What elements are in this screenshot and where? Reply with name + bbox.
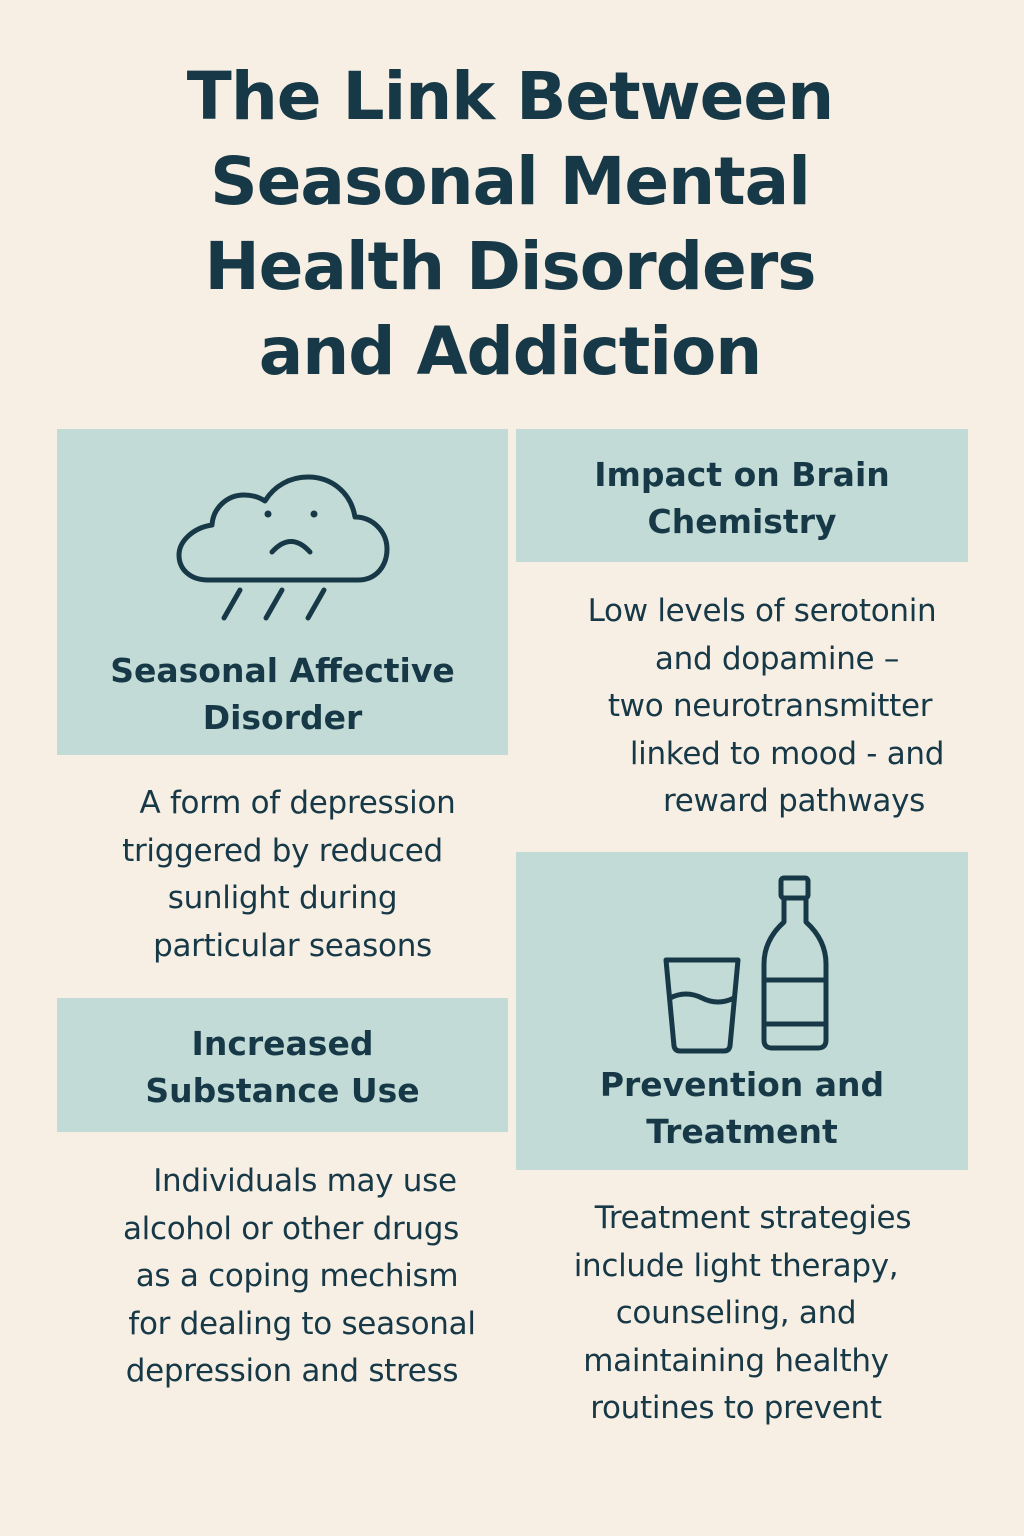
- title-line-2: Seasonal Mental: [210, 143, 810, 220]
- sad-description-line-4: particular seasons: [153, 927, 432, 964]
- prevention-description-line-3: counseling, and: [615, 1295, 857, 1331]
- prevention-heading: [516, 1061, 968, 1155]
- brain-description-line-5: reward pathways: [662, 783, 926, 819]
- prevention-description-line-4: maintaining healthy: [583, 1342, 889, 1379]
- sad-panel: [57, 429, 508, 755]
- glass-icon: [660, 952, 746, 1056]
- prevention-description-line-2: include light therapy,: [573, 1247, 899, 1284]
- prevention-panel: [516, 852, 968, 1170]
- brain-heading-line-2: Chemistry: [647, 502, 837, 541]
- substance-description-line-4: for dealing to seasonal: [128, 1305, 476, 1342]
- sad-description: [40, 780, 525, 970]
- sad-heading-line-2: Disorder: [202, 698, 363, 737]
- prevention-description-line-1: Treatment strategies: [594, 1200, 912, 1236]
- substance-description-line-2: alcohol or other drugs: [122, 1210, 459, 1247]
- prevention-heading-line-2: Treatment: [646, 1112, 838, 1151]
- substance-heading-line-1: Increased: [191, 1024, 374, 1063]
- title-line-3: Health Disorders: [204, 228, 816, 305]
- brain-panel: [516, 429, 968, 562]
- sad-description-line-3: sunlight during: [167, 880, 398, 916]
- brain-description: [530, 588, 994, 826]
- sad-heading: [57, 647, 508, 741]
- brain-heading-line-1: Impact on Brain: [594, 455, 890, 494]
- title-line-4: and Addiction: [258, 313, 762, 390]
- page-title: [90, 54, 930, 394]
- substance-description: [60, 1158, 520, 1396]
- substance-panel: [57, 998, 508, 1132]
- brain-description-line-3: two neurotransmitter: [607, 688, 933, 724]
- sad-rain-cloud-icon: [175, 453, 391, 625]
- prevention-heading-line-1: Prevention and: [599, 1065, 885, 1104]
- sad-heading-line-1: Seasonal Affective: [110, 651, 455, 690]
- sad-description-line-1: A form of depression: [139, 785, 456, 821]
- prevention-description-line-5: routines to prevent: [590, 1390, 882, 1426]
- sad-description-line-2: triggered by reduced: [122, 832, 443, 869]
- prevention-description: [516, 1195, 956, 1433]
- brain-description-line-1: Low levels of serotonin: [587, 593, 937, 629]
- bottle-icon: [756, 874, 834, 1054]
- substance-description-line-3: as a coping mechism: [135, 1258, 459, 1294]
- title-line-1: The Link Between: [186, 58, 834, 135]
- brain-description-line-4: linked to mood - and: [629, 735, 945, 772]
- substance-heading: [57, 1020, 508, 1114]
- substance-description-line-1: Individuals may use: [153, 1163, 457, 1199]
- brain-description-line-2: and dopamine –: [654, 640, 900, 677]
- substance-description-line-5: depression and stress: [125, 1353, 459, 1389]
- substance-heading-line-2: Substance Use: [145, 1071, 420, 1110]
- brain-heading: [516, 451, 968, 545]
